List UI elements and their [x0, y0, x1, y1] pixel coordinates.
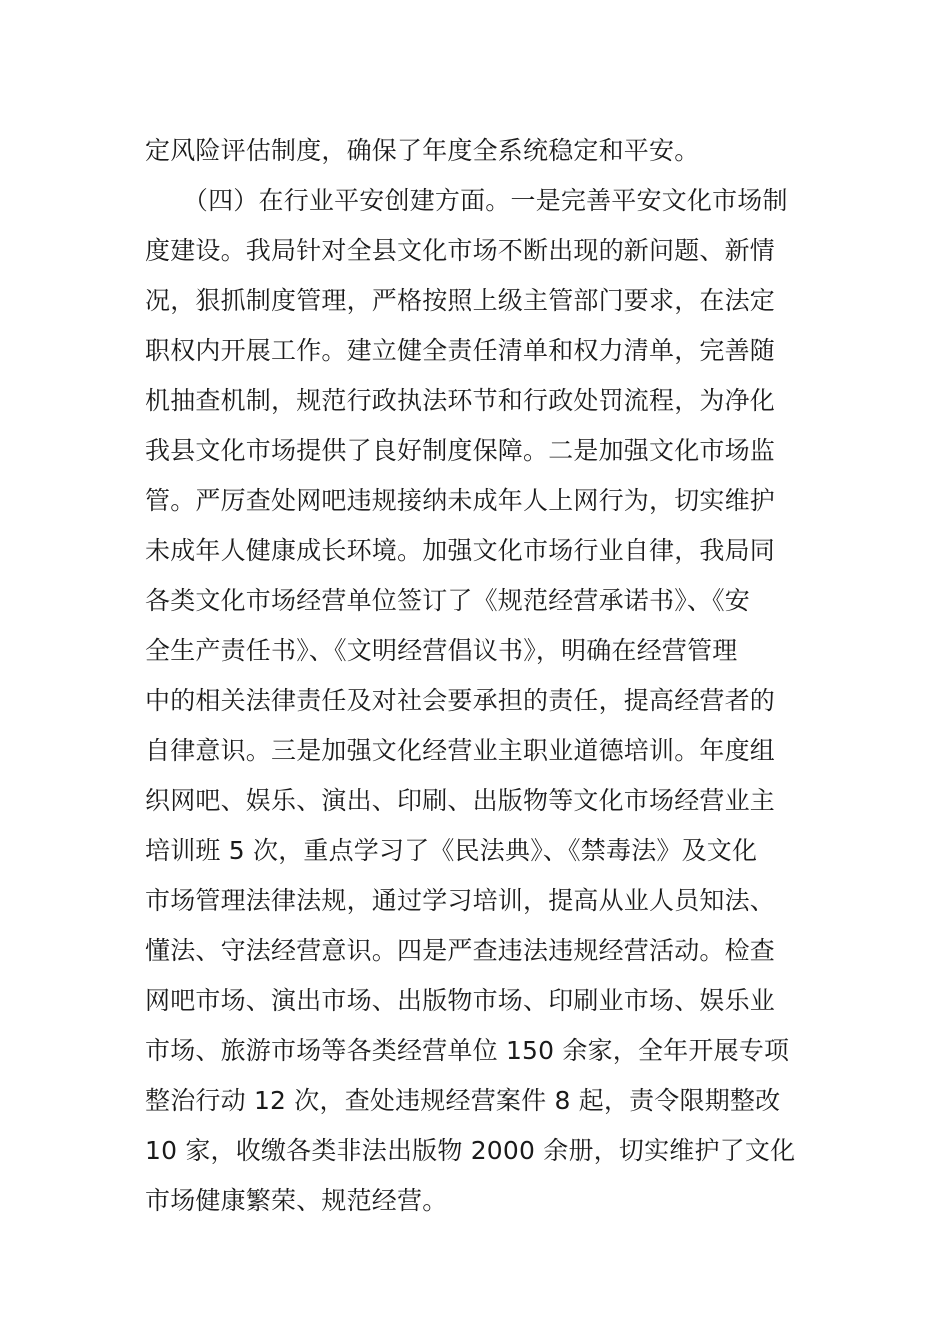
text-line: 各类文化市场经营单位签订了《规范经营承诺书》、《安: [145, 586, 751, 615]
text-line: 培训班 5 次，重点学习了《民法典》、《禁毒法》及文化: [145, 836, 758, 865]
text-line: 市场健康繁荣、规范经营。: [145, 1186, 448, 1215]
text-line: 自律意识。三是加强文化经营业主职业道德培训。年度组: [145, 736, 776, 765]
text-line: 市场、旅游市场等各类经营单位 150 余家，全年开展专项: [145, 1036, 790, 1065]
text-line: 网吧市场、演出市场、出版物市场、印刷业市场、娱乐业: [145, 986, 776, 1015]
text-line: 中的相关法律责任及对社会要承担的责任，提高经营者的: [145, 686, 776, 715]
text-line: 懂法、守法经营意识。四是严查违法违规经营活动。检查: [145, 936, 776, 965]
text-line: 管。严厉查处网吧违规接纳未成年人上网行为，切实维护: [145, 486, 776, 515]
text-line: 定风险评估制度，确保了年度全系统稳定和平安。: [145, 136, 700, 165]
text-line: 度建设。我局针对全县文化市场不断出现的新问题、新情: [145, 236, 776, 265]
text-line: 机抽查机制，规范行政执法环节和行政处罚流程，为净化: [145, 386, 776, 415]
text-line: （四）在行业平安创建方面。一是完善平安文化市场制: [145, 186, 788, 215]
text-line: 职权内开展工作。建立健全责任清单和权力清单，完善随: [145, 336, 776, 365]
text-line: 未成年人健康成长环境。加强文化市场行业自律，我局同: [145, 536, 776, 565]
text-line: 10 家，收缴各类非法出版物 2000 余册，切实维护了文化: [145, 1136, 796, 1165]
text-line: 况，狠抓制度管理，严格按照上级主管部门要求，在法定: [145, 286, 776, 315]
text-line: 全生产责任书》、《文明经营倡议书》，明确在经营管理: [145, 636, 738, 665]
text-line: 市场管理法律法规，通过学习培训，提高从业人员知法、: [145, 886, 776, 915]
text-line: 织网吧、娱乐、演出、印刷、出版物等文化市场经营业主: [145, 786, 776, 815]
text-line: 整治行动 12 次，查处违规经营案件 8 起，责令限期整改: [145, 1086, 781, 1115]
text-line: 我县文化市场提供了良好制度保障。二是加强文化市场监: [145, 436, 776, 465]
body-text: [145, 126, 825, 1226]
